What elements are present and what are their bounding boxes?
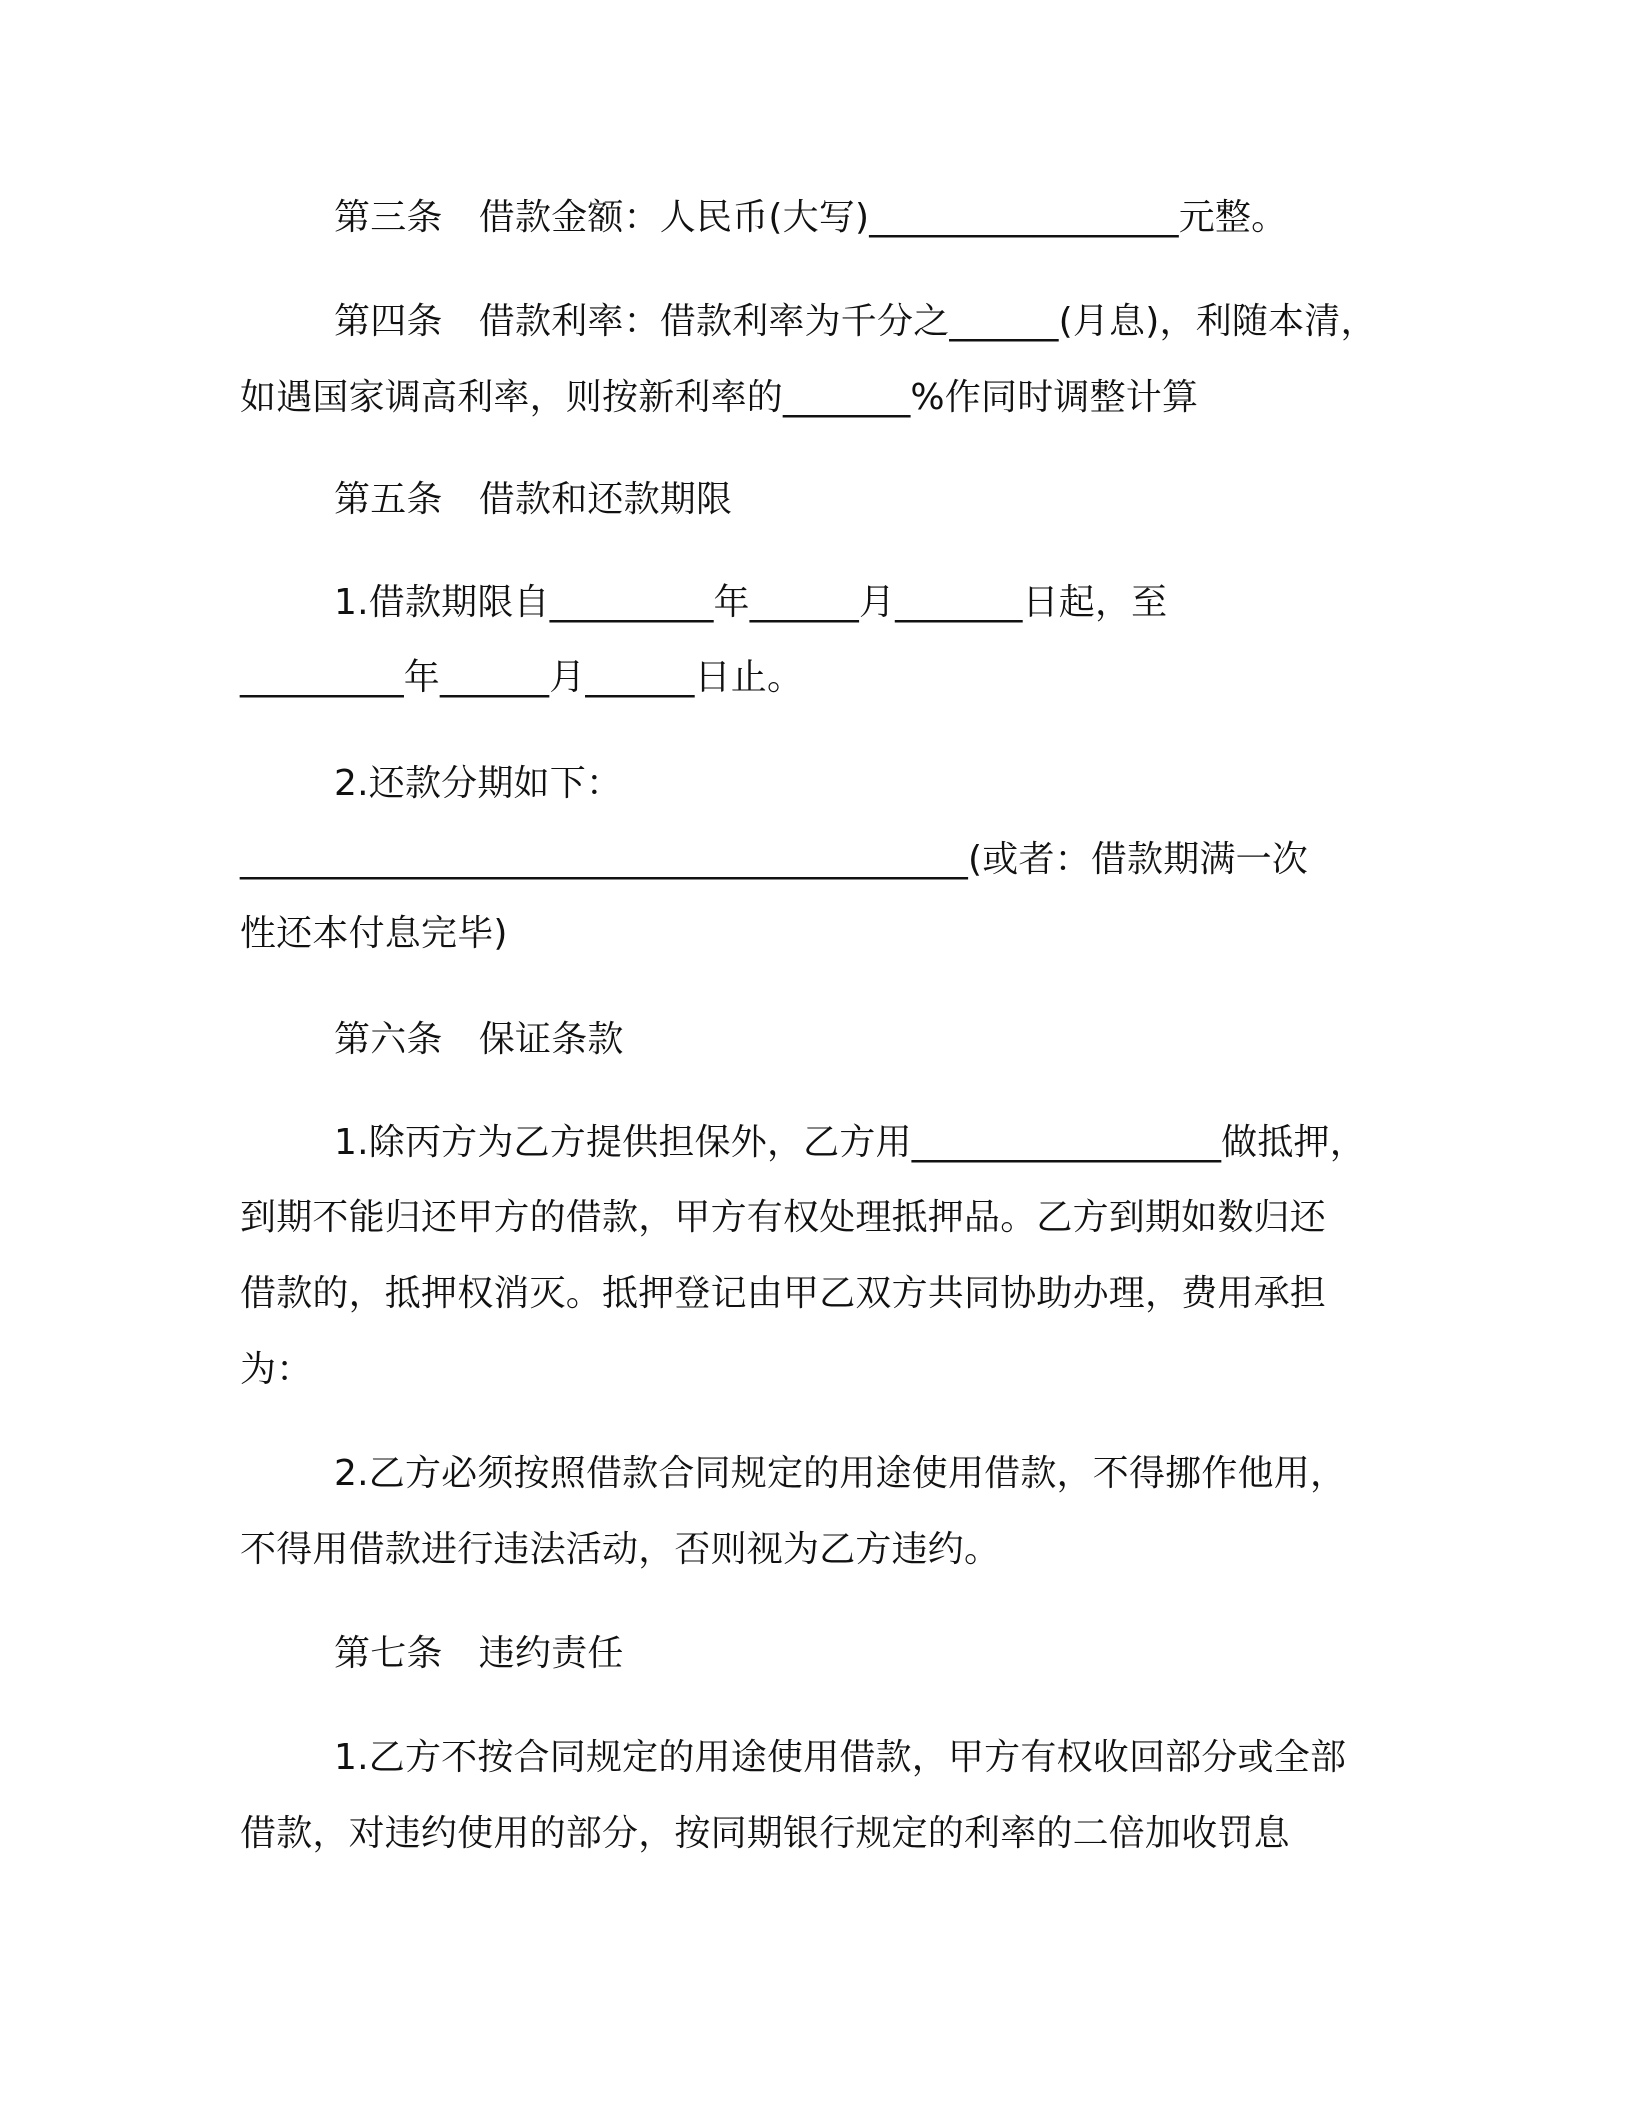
repayment-installments-blank: ________________________________________(或者：借款期满一次 bbox=[240, 839, 1309, 880]
article-7-item-1: 1.乙方不按合同规定的用途使用借款，甲方有权收回部分或全部 bbox=[334, 1737, 1347, 1778]
article-6-heading: 第六条 保证条款 bbox=[334, 1019, 624, 1060]
article-4-interest-rate: 第四条 借款利率：借款利率为千分之______(月息)，利随本清， bbox=[334, 301, 1377, 342]
article-6-item-1: 1.除丙方为乙方提供担保外，乙方用_________________做抵押， bbox=[334, 1122, 1366, 1163]
article-5-item-1: 1.借款期限自_________年______月_______日起，至 bbox=[334, 582, 1168, 623]
article-3-loan-amount: 第三条 借款金额：人民币(大写)_________________元整。 bbox=[334, 197, 1288, 238]
article-6-item-1-line-2: 到期不能归还甲方的借款，甲方有权处理抵押品。乙方到期如数归还 bbox=[240, 1197, 1327, 1238]
article-6-item-1-line-3: 借款的，抵押权消灭。抵押登记由甲乙双方共同协助办理，费用承担 bbox=[240, 1273, 1327, 1314]
article-5-item-1-continuation: _________年______月______日止。 bbox=[240, 657, 804, 698]
article-7-heading: 第七条 违约责任 bbox=[334, 1633, 624, 1674]
repayment-note-continuation: 性还本付息完毕) bbox=[240, 913, 508, 954]
article-7-item-1-continuation: 借款，对违约使用的部分，按同期银行规定的利率的二倍加收罚息 bbox=[240, 1813, 1290, 1854]
article-5-heading: 第五条 借款和还款期限 bbox=[334, 479, 733, 520]
article-6-item-2-continuation: 不得用借款进行违法活动，否则视为乙方违约。 bbox=[240, 1529, 1001, 1570]
article-4-continuation: 如遇国家调高利率，则按新利率的_______%作同时调整计算 bbox=[240, 377, 1199, 418]
article-6-item-1-line-4: 为： bbox=[240, 1349, 313, 1390]
article-5-item-2: 2.还款分期如下： bbox=[334, 763, 623, 804]
article-6-item-2: 2.乙方必须按照借款合同规定的用途使用借款，不得挪作他用， bbox=[334, 1453, 1347, 1494]
